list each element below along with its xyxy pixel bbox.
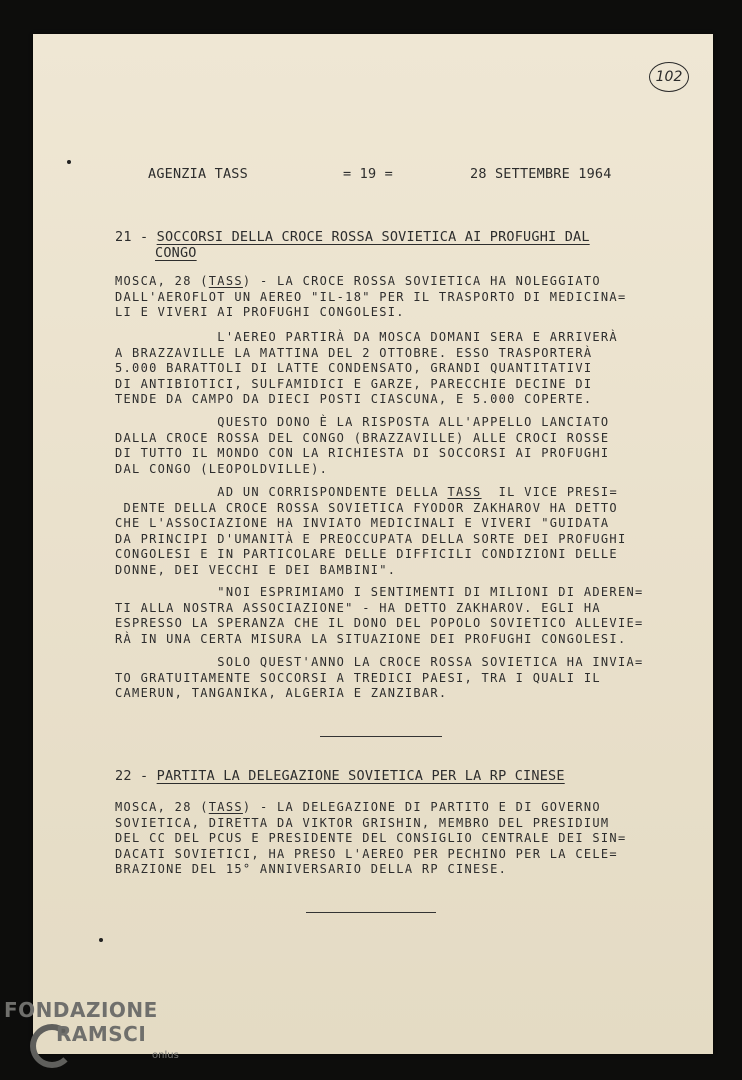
section-divider xyxy=(306,912,436,913)
story-21-para-1 xyxy=(115,274,627,321)
agency-name: AGENZIA TASS xyxy=(148,166,248,182)
story-22 xyxy=(115,768,615,784)
story-21-para-6 xyxy=(115,655,615,702)
story-21-para-4 xyxy=(115,485,627,578)
story-22-para-1 xyxy=(115,800,627,878)
watermark-line: FONDAZIONE xyxy=(4,998,158,1022)
story-21-para-3 xyxy=(115,415,615,477)
archive-watermark xyxy=(4,998,194,1078)
paragraph-text: IL VICE PRESI= DENTE DELLA CROCE ROSSA SOVIETICA FYODOR ZAKHAROV HA DETTO CHE L'ASSOCIAZIONE HA INVIATO MEDICINALI E VIVERI "GUIDATA DA PRINCIPI D'UMANITÀ E PREOCCUPATA DELLA SORTE DEI PROFUGHI CONGOLESI E IN PARTICOLARE DELLE DIFFICILI CONDIZIONI DELLE DONNE, DEI VECCHI E DEI BAMBINI". xyxy=(115,485,627,577)
story-title-line: CONGO xyxy=(155,245,197,261)
paragraph-text: SOLO QUEST'ANNO LA CROCE ROSSA SOVIETICA HA TO GRATUITAMENTE SOCCORSI A TREDICI PAESI, TRA I QUALI IL CAMERUN, TANGANIKA, ALGERIA E ZANZIBAR. xyxy=(115,655,601,700)
agency-tag: TASS xyxy=(208,274,243,288)
story-number: 21 - xyxy=(115,229,149,245)
paragraph-text: ) - LA CROCE ROSSA SOVIETICA HA NOLEGGIATO DALL'AEROFLOT UN AEREO "IL-18" PER IL TRASPORTO DI MEDICINA= LI E VIVERI AI PROFUGHI CONGOLESI. xyxy=(115,274,627,319)
page-number: 102 xyxy=(649,62,689,92)
story-title-line: PARTITA LA DELEGAZIONE SOVIETICA PER LA RP CINESE xyxy=(156,768,565,784)
paragraph-text: L'AEREO PARTIRÀ DA MOSCA DOMANI SERA E ARRIVERÀ A BRAZZAVILLE LA MATTINA DEL 2 OTTOBRE. ESSO TRASPORTERÀ 5.000 BARATTOLI DI LATTE CONDENSATO, GRANDI QUANTITATIVI DI ANTIBIOTICI, SULFAMIDICI E GARZE, PARECCHIE DECINE DI TENDE DA CAMPO DA DIECI POSTI CIASCUNA, E 5.000 COPERTE. xyxy=(115,330,618,406)
agency-tag: TASS xyxy=(447,485,482,499)
story-21-para-2 xyxy=(115,330,618,408)
story-21-para-5 xyxy=(115,585,644,647)
section-divider xyxy=(320,736,442,737)
story-title xyxy=(115,229,615,261)
watermark-line: RAMSCI xyxy=(56,1022,147,1046)
paragraph-text: AD UN CORRISPONDENTE DELLA xyxy=(115,485,448,499)
punch-dot xyxy=(67,160,71,164)
bulletin-page: = 19 = xyxy=(343,166,393,182)
page-header xyxy=(148,166,613,186)
story-21 xyxy=(115,229,615,261)
paragraph-text: QUESTO DONO È LA RISPOSTA ALL'APPELLO LANCIATO DALLA CROCE ROSSA DEL CONGO (BRAZZAVILLE) ALLE CROCI ROSSE DI TUTTO IL MONDO CON LA RICHIESTA DI SOCCORSI AI PROFUGHI DAL CONGO (LEOPOLDVILLE). xyxy=(115,415,610,476)
story-title xyxy=(115,768,615,784)
agency-tag: TASS xyxy=(208,800,243,814)
story-title-line: SOCCORSI DELLA CROCE ROSSA SOVIETICA AI PROFUGHI DAL xyxy=(156,229,590,245)
paragraph-text: "NOI ESPRIMIAMO I SENTIMENTI DI MILIONI DI ADEREN= TI ALLA NOSTRA ASSOCIAZIONE" - HA DETTO ZAKHAROV. EGLI HA ESPRESSO LA SPERANZA CHE IL DONO DEL POPOLO SOVIETICO ALLEVIE= RÀ IN UNA CERTA MISURA LA SITUAZIONE DEI PROFUGHI CONGOLESI. xyxy=(115,585,644,646)
dateline: MOSCA, 28 ( xyxy=(115,274,209,288)
story-number: 22 - xyxy=(115,768,149,784)
dateline: MOSCA, 28 ( xyxy=(115,800,209,814)
bulletin-date: 28 SETTEMBRE 1964 xyxy=(470,166,612,182)
punch-dot xyxy=(99,938,103,942)
paragraph-text: ) - LA DELEGAZIONE DI PARTITO E DI GOVERNO SOVIETICA, DIRETTA DA VIKTOR GRISHIN, MEMBRO DEL PRESIDIUM DEL CC DEL PCUS E PRESIDENTE DEL CONSIGLIO CENTRALE DEI SIN= DACATI SOVIETICI, HA PRESO L'AEREO PER PECHINO PER LA CELE= BRAZIONE DEL 15° ANNIVERSARIO DELLA RP CINESE. xyxy=(115,800,627,876)
watermark-line: onlus xyxy=(152,1050,179,1061)
